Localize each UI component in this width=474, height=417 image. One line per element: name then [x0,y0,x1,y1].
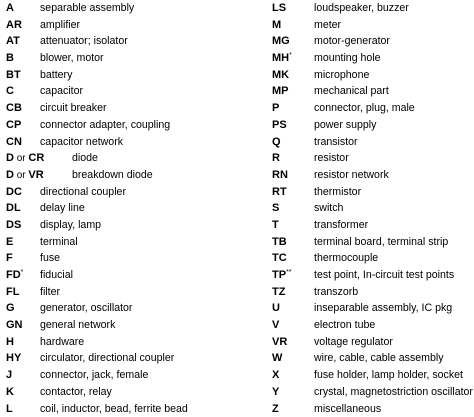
designator-code-text: GN [6,319,23,331]
designator-code-text: H [6,336,14,348]
designator-code-text: AT [6,35,20,47]
designator-code-text: TB [272,236,287,248]
designator-code-text: FD [6,269,21,281]
designator-code [272,267,292,284]
designator-code-text: DS [6,219,21,231]
designator-code-text: R [272,152,280,164]
designator-description: fiducial [40,267,73,284]
designator-code [6,167,44,185]
designator-code [272,234,287,251]
designator-description: battery [40,67,72,84]
designator-description: circulator, directional coupler [40,350,174,367]
designator-description: test point, In-circuit test points [314,267,454,284]
designator-description: transformer [314,217,368,234]
footnote-mark: * [21,269,24,276]
designator-row [272,234,472,251]
designator-description: microphone [314,67,369,84]
designator-code-text: U [272,302,280,314]
designator-description: directional coupler [40,184,126,201]
designator-row [6,367,268,384]
designator-row [6,350,268,367]
designator-code [6,384,14,401]
designator-row [272,384,472,401]
designator-code-text: Z [272,403,279,415]
designator-code [6,150,44,168]
designator-code [272,284,285,301]
designator-description: voltage regulator [314,334,393,351]
designator-row [6,100,268,117]
designator-description: meter [314,17,341,34]
designator-row [272,33,472,50]
designator-row [272,217,472,234]
designator-code [272,184,287,201]
designator-description: mechanical part [314,83,389,100]
designator-code-text: J [6,369,12,381]
designator-description: resistor network [314,167,389,184]
designator-row [6,50,268,67]
designator-code [272,0,286,17]
designator-code [6,184,22,201]
designator-code-text: M [272,19,281,31]
designator-row [6,17,268,34]
designator-description: miscellaneous [314,401,381,417]
designator-description: capacitor network [40,134,123,151]
designator-row [6,317,268,334]
left-column [6,0,268,417]
designator-code [6,200,21,217]
designator-code [6,67,21,84]
designator-code [6,17,22,34]
designator-row [272,284,472,301]
designator-code [6,317,23,334]
designator-code [272,334,287,351]
designator-row [272,50,472,67]
designator-code [272,384,279,401]
designator-code-text: K [6,386,14,398]
designator-code-text: B [6,52,14,64]
footnote-mark: * [289,52,292,59]
designator-description: mounting hole [314,50,381,67]
designator-code [272,134,281,151]
designator-code-text: T [272,219,279,231]
designator-code-text: L [6,403,13,415]
designator-code [6,117,21,134]
designator-code [272,217,279,234]
designator-row [6,401,268,417]
designator-description: terminal [40,234,78,251]
designator-code-text: BT [6,69,21,81]
designator-code-text: TP [272,269,286,281]
designator-code [272,200,279,217]
designator-row [272,167,472,184]
designator-description: thermistor [314,184,361,201]
designator-row [272,134,472,151]
designator-description: electron tube [314,317,375,334]
designator-description: separable assembly [40,0,134,17]
designator-description: power supply [314,117,376,134]
designator-code-connector: or [14,170,28,181]
designator-description: breakdown diode [72,167,153,184]
designator-code [272,317,279,334]
designator-description: connector adapter, coupling [40,117,170,134]
designator-code-text: AR [6,19,22,31]
designator-row [272,267,472,284]
designator-description: transistor [314,134,358,151]
designator-code-text: VR [272,336,287,348]
designator-code-text: CP [6,119,21,131]
designator-row [6,284,268,301]
designator-code-part: D [6,169,14,181]
designator-code-part: CR [28,152,44,164]
designator-row [6,234,268,251]
designator-description: delay line [40,200,85,217]
designator-code [6,134,22,151]
designator-code [6,100,22,117]
designator-row [6,83,268,100]
designator-description: display, lamp [40,217,101,234]
designator-description: circuit breaker [40,100,107,117]
designator-code [272,350,282,367]
designator-code-text: S [272,202,279,214]
designator-code-text: TC [272,252,287,264]
designator-description: connector, plug, male [314,100,415,117]
designator-description: switch [314,200,343,217]
designator-code [272,17,281,34]
designator-code [6,250,13,267]
designator-description: general network [40,317,115,334]
designator-row [272,367,472,384]
designator-code-text: C [6,85,14,97]
designator-row [6,267,268,284]
designator-code [272,300,280,317]
designator-code [272,150,280,167]
designator-code [6,284,19,301]
designator-row [6,217,268,234]
designator-code [272,100,279,117]
designator-code [6,33,20,50]
designator-description: coil, inductor, bead, ferrite bead [40,401,188,417]
designator-description: wire, cable, cable assembly [314,350,444,367]
designator-row [272,401,472,417]
designator-code-text: F [6,252,13,264]
designator-row [6,334,268,351]
designator-row [6,200,268,217]
designator-row [272,150,472,167]
designator-code-text: DC [6,186,22,198]
designator-row [272,184,472,201]
designator-code [6,0,14,17]
designator-code-text: CN [6,136,22,148]
designator-code-text: X [272,369,279,381]
designator-row [272,83,472,100]
designator-code-text: PS [272,119,287,131]
right-column [272,0,472,417]
designator-code-text: P [272,102,279,114]
designator-description: loudspeaker, buzzer [314,0,409,17]
designator-code [272,33,290,50]
designator-code [6,367,12,384]
designator-description: transzorb [314,284,358,301]
designator-code-text: W [272,352,282,364]
designator-description: diode [72,150,98,167]
designator-description: fuse [40,250,60,267]
designator-code-text: LS [272,2,286,14]
designator-row [6,33,268,50]
designator-row [272,67,472,84]
designator-code-text: CB [6,102,22,114]
designator-code [272,50,292,67]
designator-description: terminal board, terminal strip [314,234,448,251]
designator-row [6,184,268,201]
designator-row [6,250,268,267]
designator-description: resistor [314,150,349,167]
designator-code-part: VR [28,169,43,181]
designator-description: generator, oscillator [40,300,132,317]
designator-code [272,250,287,267]
designator-code [6,267,23,284]
designator-description: blower, motor [40,50,104,67]
designator-row [272,334,472,351]
designator-code-connector: or [14,153,28,164]
designator-code [6,83,14,100]
designator-code-text: A [6,2,14,14]
designator-row [6,134,268,151]
designator-code [272,167,288,184]
designator-code [6,50,14,67]
designator-description: connector, jack, female [40,367,148,384]
designator-row [6,67,268,84]
designator-code-text: MG [272,35,290,47]
designator-code [6,350,21,367]
designator-code-text: V [272,319,279,331]
designator-description: inseparable assembly, IC pkg [314,300,452,317]
designator-row [272,300,472,317]
designator-code [6,334,14,351]
designator-row [272,200,472,217]
designator-row [272,317,472,334]
designator-code-text: RN [272,169,288,181]
designator-row [6,167,268,184]
designator-code-text: MP [272,85,289,97]
designator-code [6,217,21,234]
designator-description: capacitor [40,83,83,100]
designator-row [6,0,268,17]
designator-row [6,150,268,167]
designator-description: fuse holder, lamp holder, socket [314,367,463,384]
designator-code-text: RT [272,186,287,198]
designator-row [6,384,268,401]
designator-code-text: HY [6,352,21,364]
designator-description: crystal, magnetostriction oscillator [314,384,473,401]
designator-code-text: FL [6,286,19,298]
designator-row [272,0,472,17]
designator-code-text: DL [6,202,21,214]
designator-code-part: D [6,152,14,164]
designator-code [272,67,289,84]
designator-row [272,117,472,134]
designator-code-text: TZ [272,286,285,298]
designator-code [272,401,279,417]
designator-description: contactor, relay [40,384,112,401]
designator-code [6,234,13,251]
designator-description: attenuator; isolator [40,33,128,50]
designator-code [272,367,279,384]
designator-code [6,401,13,417]
designator-code-text: G [6,302,15,314]
designator-code [272,83,289,100]
designator-row [272,100,472,117]
designator-row [6,117,268,134]
designator-row [272,250,472,267]
designator-row [6,300,268,317]
designator-code-text: MH [272,52,289,64]
designator-row [272,17,472,34]
designator-description: hardware [40,334,84,351]
designator-row [272,350,472,367]
designator-code-text: Q [272,136,281,148]
designator-code-text: Y [272,386,279,398]
designator-description: motor-generator [314,33,390,50]
designator-code [272,117,287,134]
designator-code-text: MK [272,69,289,81]
designator-description: filter [40,284,60,301]
designator-description: thermocouple [314,250,378,267]
designator-code [6,300,15,317]
designator-code-text: E [6,236,13,248]
footnote-mark: ** [286,269,291,276]
designator-description: amplifier [40,17,80,34]
